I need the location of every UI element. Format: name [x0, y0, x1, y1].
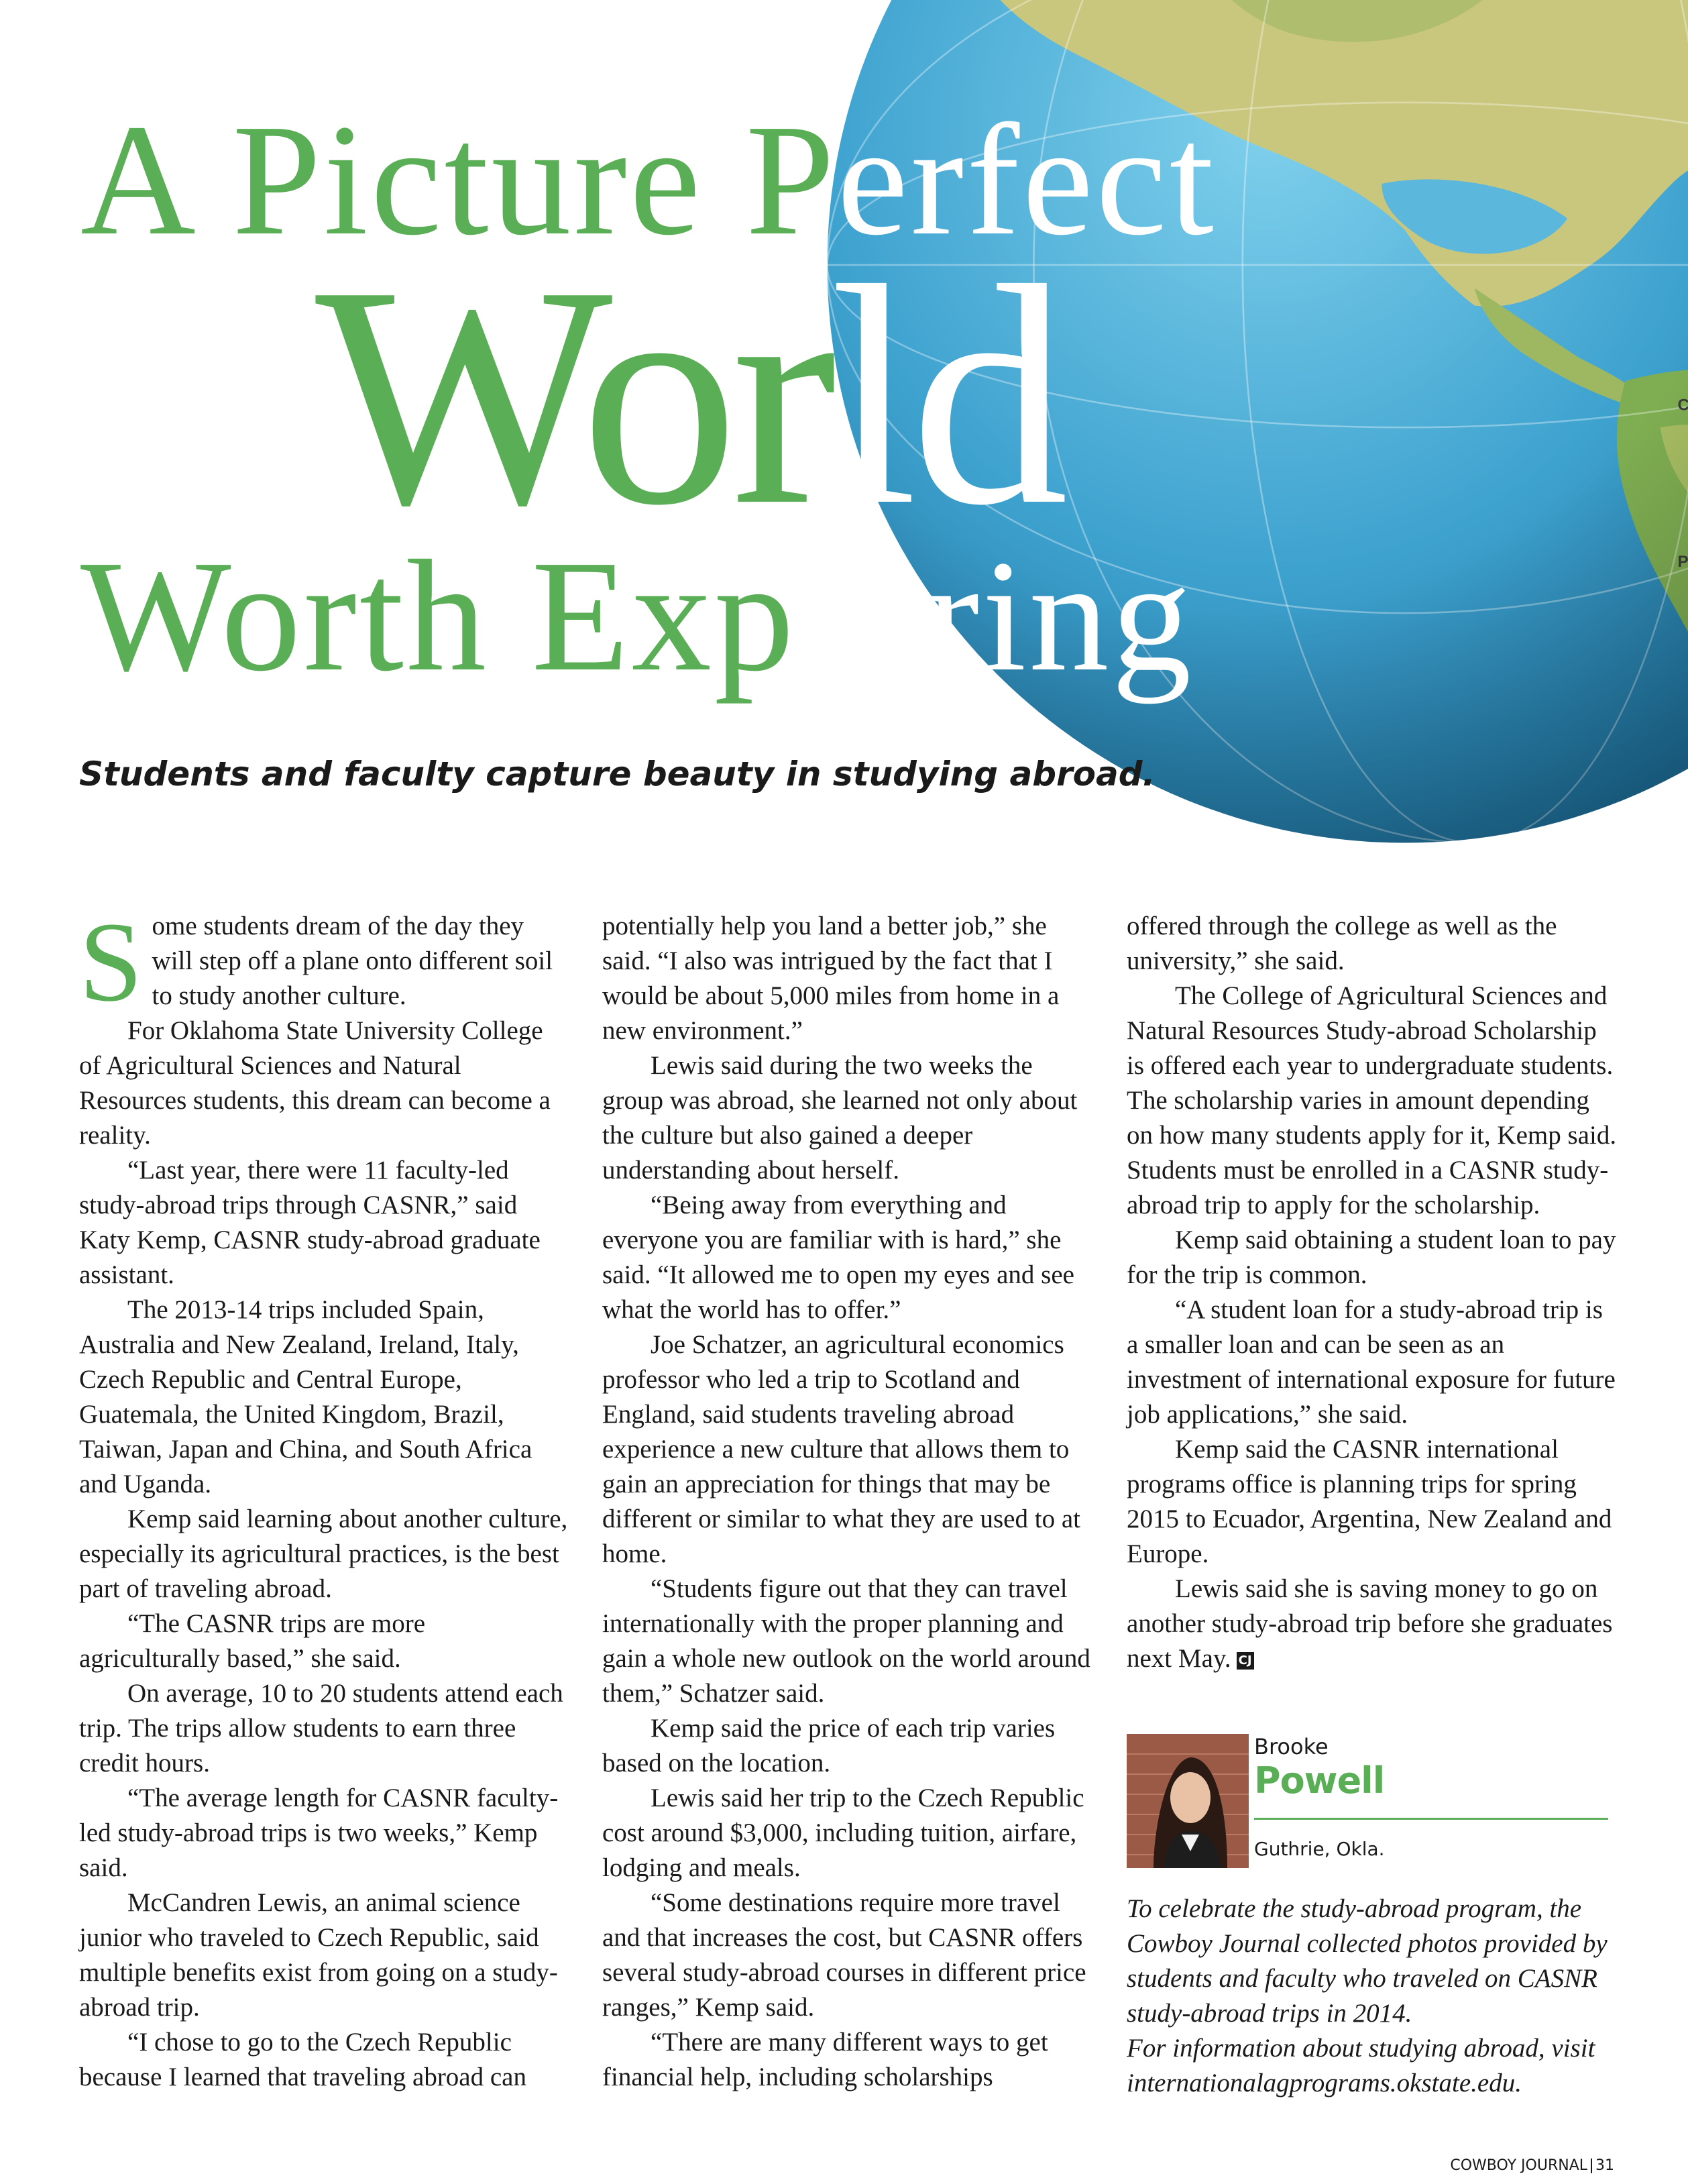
- author-portrait-icon: [1127, 1734, 1249, 1868]
- article-column-1: [79, 899, 569, 2095]
- article-paragraph: Kemp said the CASNR international programs office is planning trips for spring 2015 to Ecuador, Argentina, New Zealand and Europe.: [1127, 1435, 1612, 1568]
- headline-line-3-white: loring: [796, 528, 1194, 704]
- author-hometown: Guthrie, Okla.: [1254, 1838, 1385, 1860]
- headline-line-1-white: erfect: [837, 92, 1217, 268]
- article-paragraph: The College of Agricultural Sciences and Natural Resources Study-abroad Scholarship is offered each year to undergraduate students. The scholarship varies in amount depending on how many students apply for it, Kemp said. Students must be enrolled in a CASNR study-abroad trip to apply for the scholarship.: [1127, 981, 1617, 1219]
- article-paragraph: Joe Schatzer, an agricultural economics professor who led a trip to Scotland and England, said students traveling abroad experience a new culture that allows them to gain an appreciation for things that may be different or similar to what they are used to at home.: [602, 1330, 1080, 1568]
- headline-line-1-green: A Picture P: [80, 92, 838, 268]
- headline-world-white: ld: [830, 221, 1062, 570]
- article-paragraph: potentially help you land a better job,” she said. “I also was intrigued by the fact that I would be about 5,000 miles from home in a new environment.”: [602, 912, 1060, 1045]
- article-paragraph: “Being away from everything and everyone you are familiar with is hard,” she said. “It allowed me to open my eyes and see what the world has to offer.”: [602, 1191, 1074, 1324]
- article-paragraph: Kemp said obtaining a student loan to pay for the trip is common.: [1127, 1225, 1616, 1289]
- caption-paragraph: To celebrate the study-abroad program, the Cowboy Journal collected photos provided by students and faculty who traveled on CASNR study-abroad trips in 2014.: [1127, 1894, 1608, 2028]
- article-paragraph: “The average length for CASNR faculty-led study-abroad trips is two weeks,” Kemp said.: [79, 1784, 559, 1882]
- article-paragraph: “I chose to go to the Czech Republic because I learned that traveling abroad can: [79, 2028, 526, 2091]
- footer-divider: [1591, 2159, 1592, 2173]
- article-paragraph: “Some destinations require more travel and that increases the cost, but CASNR offers several study-abroad courses in different price ranges,” Kemp said.: [602, 1888, 1086, 2022]
- publication-name: COWBOY JOURNAL: [1450, 2157, 1587, 2174]
- article-paragraph: offered through the college as well as the university,” she said.: [1127, 912, 1557, 975]
- article-paragraph: For Oklahoma State University College of Agricultural Sciences and Natural Resources students, this dream can become a reality.: [79, 1016, 551, 1150]
- article-paragraph: “The CASNR trips are more agriculturally based,” she said.: [79, 1609, 426, 1673]
- headline-world: [315, 221, 1062, 570]
- article-paragraph: Lewis said her trip to the Czech Republic cost around $3,000, including tuition, airfare, lodging and meals.: [602, 1784, 1084, 1882]
- author-first-name: Brooke: [1254, 1734, 1329, 1759]
- end-of-story-mark: CJ: [1237, 1652, 1254, 1670]
- author-photo: [1127, 1734, 1249, 1868]
- subtitle: Students and faculty capture beauty in studying abroad.: [79, 755, 1156, 794]
- article-column-3: [1127, 909, 1620, 1676]
- author-last-name: Powell: [1254, 1759, 1385, 1802]
- article-paragraph: Kemp said the price of each trip varies based on the location.: [602, 1714, 1056, 1778]
- photo-caption: [1127, 1892, 1620, 2101]
- author-divider: [1254, 1818, 1608, 1820]
- article-paragraph: “Last year, there were 11 faculty-led study-abroad trips through CASNR,” said Katy Kemp, CASNR study-abroad graduate assistant.: [79, 1156, 541, 1289]
- article-paragraph: [1127, 1572, 1620, 1676]
- article-paragraph: On average, 10 to 20 students attend each trip. The trips allow students to earn three credit hours.: [79, 1679, 563, 1778]
- article-paragraph-text: ome students dream of the day they will step off a plane onto different soil to study another culture.: [152, 912, 553, 1010]
- article-paragraph: McCandren Lewis, an animal science junior who traveled to Czech Republic, said multiple benefits exist from going on a study-abroad trip.: [79, 1888, 558, 2022]
- page-number: 31: [1595, 2157, 1614, 2174]
- article-paragraph: [79, 899, 569, 1025]
- article-column-2: [602, 909, 1092, 2095]
- article-paragraph: “A student loan for a study-abroad trip is a smaller loan and can be seen as an investment of international exposure for future job applications,” she said.: [1127, 1295, 1616, 1429]
- page-footer: [1450, 2157, 1614, 2174]
- article-paragraph-text: Lewis said she is saving money to go on another study-abroad trip before she graduates next May.: [1127, 1574, 1613, 1673]
- article-paragraph: Kemp said learning about another culture, especially its agricultural practices, is the best part of traveling abroad.: [79, 1505, 568, 1603]
- article-paragraph: The 2013-14 trips included Spain, Australia and New Zealand, Ireland, Italy, Czech Republic and Central Europe, Guatemala, the United Kingdom, Brazil, Taiwan, Japan and China, and South Africa and Uganda.: [79, 1295, 532, 1498]
- article-paragraph: “There are many different ways to get financial help, including scholarships: [602, 2028, 1048, 2091]
- headline-world-green: Wor: [315, 221, 830, 570]
- author-byline: [1127, 1734, 1613, 1868]
- headline-line-3-green: Worth Exp: [80, 528, 797, 704]
- headline-line-3: [80, 528, 1194, 704]
- article-paragraph: “Students figure out that they can travel internationally with the proper planning and gain a whole new outlook on the world around them,” Schatzer said.: [602, 1574, 1090, 1708]
- drop-cap: S: [79, 899, 143, 1025]
- article-paragraph: Lewis said during the two weeks the group was abroad, she learned not only about the culture but also gained a deeper understanding about herself.: [602, 1051, 1078, 1185]
- caption-paragraph: For information about studying abroad, visit internationalagprograms.okstate.edu.: [1127, 2034, 1595, 2097]
